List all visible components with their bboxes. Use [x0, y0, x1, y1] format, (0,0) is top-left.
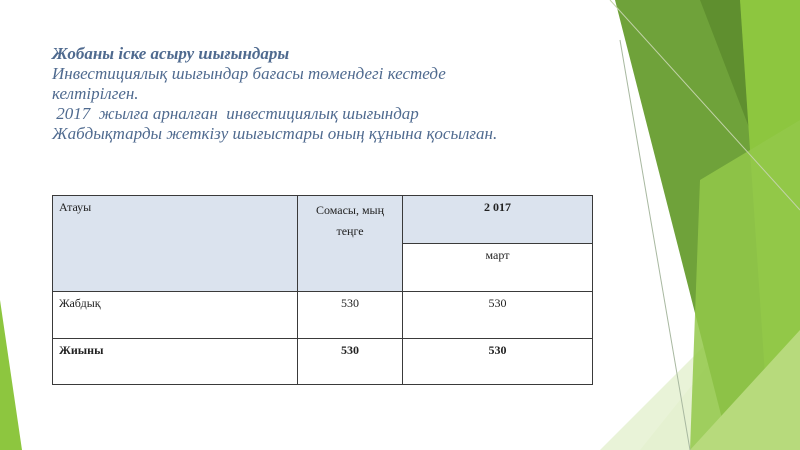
heading-line-2: Инвестициялық шығындар бағасы төмендегі кестеде	[52, 64, 446, 83]
header-sum: Сомасы, мың теңге	[298, 196, 403, 292]
table-header-row	[53, 196, 593, 244]
heading-line-4: 2017 жылға арналған инвестициялық шығындар	[52, 104, 419, 123]
table-row	[53, 292, 593, 339]
row-name: Жабдық	[53, 292, 298, 339]
heading-line-3: келтірілген.	[52, 84, 139, 103]
slide-heading	[52, 44, 612, 144]
row-sum: 530	[298, 292, 403, 339]
slide-title: Жобаны іске асыру шығындары	[52, 44, 290, 63]
header-year: 2 017	[403, 196, 593, 244]
table-total-row	[53, 339, 593, 385]
header-name: Атауы	[53, 196, 298, 292]
total-name: Жиыны	[53, 339, 298, 385]
total-sum: 530	[298, 339, 403, 385]
investment-cost-table	[52, 195, 593, 385]
total-month-value: 530	[403, 339, 593, 385]
row-month-value: 530	[403, 292, 593, 339]
heading-line-5: Жабдықтарды жеткізу шығыстары оның құнына қосылған.	[52, 124, 498, 143]
left-facet	[0, 300, 22, 450]
header-month: март	[403, 244, 593, 292]
